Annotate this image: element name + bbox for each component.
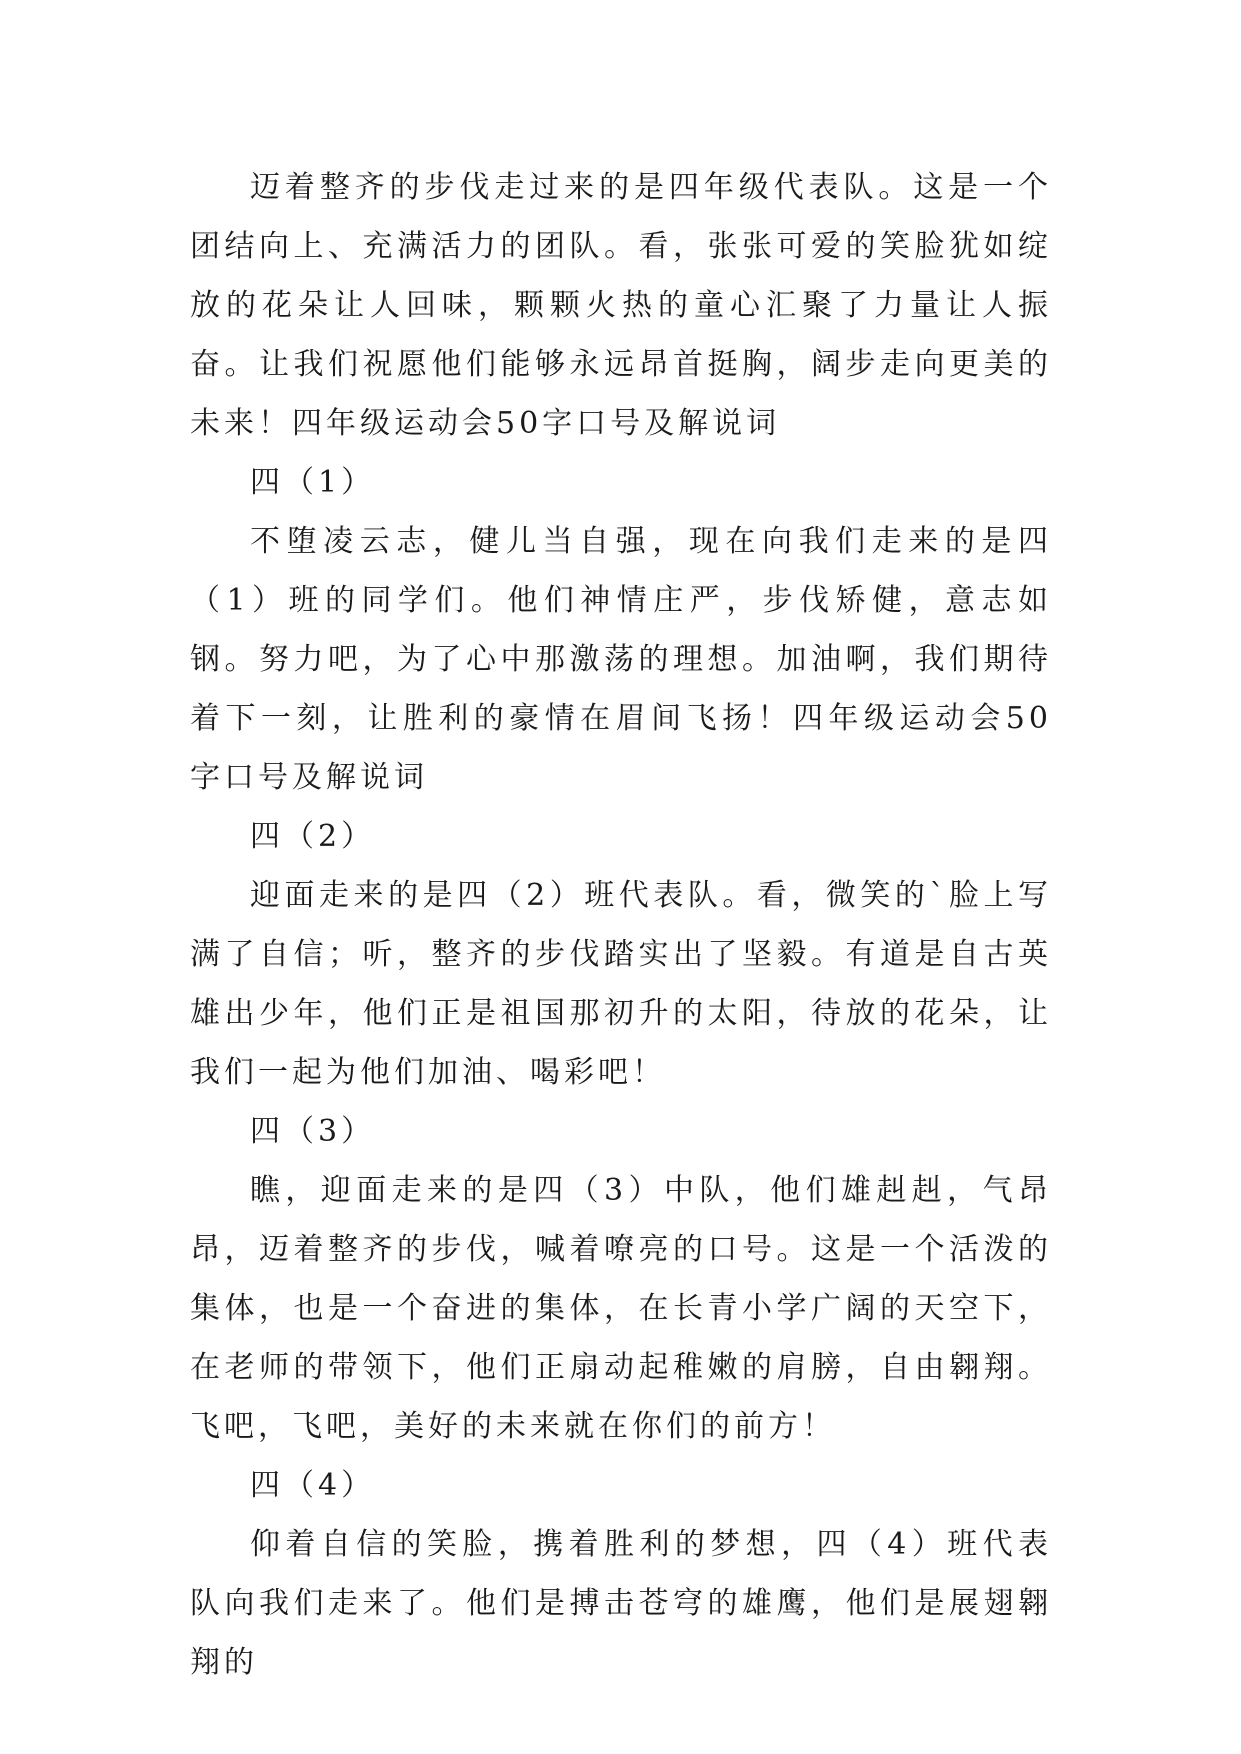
heading-class-4-3: 四（3） (250, 1114, 376, 1149)
paragraph-class-4-1: 不堕凌云志，健儿当自强，现在向我们走来的是四（1）班的同学们。他们神情庄严，步伐矫健，意志如钢。努力吧，为了心中那激荡的理想。加油啊，我们期待着下一刻，让胜利的豪情在眉间飞扬！四年级运动会50字口号及解说词 (190, 524, 1052, 795)
paragraph-grade4-team: 迈着整齐的步伐走过来的是四年级代表队。这是一个团结向上、充满活力的团队。看，张张可爱的笑脸犹如绽放的花朵让人回味，颗颗火热的童心汇聚了力量让人振奋。让我们祝愿他们能够永远昂首挺胸，阔步走向更美的未来！四年级运动会50字口号及解说词 (190, 170, 1052, 441)
paragraph-class-4-3: 瞧，迎面走来的是四（3）中队，他们雄赳赳，气昂昂，迈着整齐的步伐，喊着嘹亮的口号。这是一个活泼的集体，也是一个奋进的集体，在长青小学广阔的天空下，在老师的带领下，他们正扇动起稚嫩的肩膀，自由翱翔。飞吧，飞吧，美好的未来就在你们的前方！ (190, 1173, 1052, 1444)
heading-class-4-1: 四（1） (250, 465, 376, 500)
paragraph-class-4-2: 迎面走来的是四（2）班代表队。看，微笑的`脸上写满了自信；听，整齐的步伐踏实出了坚毅。有道是自古英雄出少年，他们正是祖国那初升的太阳，待放的花朵，让我们一起为他们加油、喝彩吧！ (190, 878, 1052, 1090)
heading-class-4-2: 四（2） (250, 819, 376, 854)
heading-class-4-4: 四（4） (250, 1468, 376, 1503)
document-page (190, 158, 1052, 1692)
paragraph-class-4-4: 仰着自信的笑脸，携着胜利的梦想，四（4）班代表队向我们走来了。他们是搏击苍穹的雄鹰，他们是展翅翱翔的 (190, 1527, 1052, 1680)
